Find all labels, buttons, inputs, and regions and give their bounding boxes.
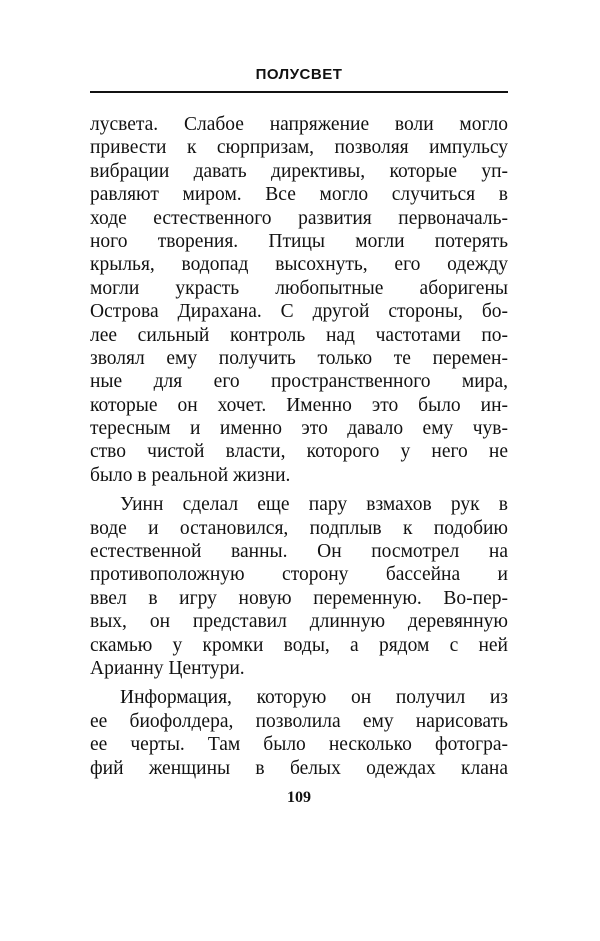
text-line: Арианну Центури.: [90, 657, 245, 679]
text-line: которые он хочет. Именно это было ин-: [90, 394, 508, 416]
text-line: фий женщины в белых одеждах клана: [90, 757, 508, 779]
paragraph-2: [90, 493, 508, 680]
paragraph-3: [90, 686, 508, 780]
text-line: лее сильный контроль над частотами по-: [90, 324, 508, 346]
text-line: ные для его пространственного мира,: [90, 371, 508, 393]
text-line: могли украсть любопытные аборигены: [90, 277, 508, 299]
text-line: было в реальной жизни.: [90, 464, 291, 486]
page-number: 109: [287, 789, 311, 806]
text-line: лусвета. Слабое напряжение воли могло: [90, 114, 508, 135]
text-line: воде и остановился, подплыв к подобию: [90, 517, 508, 539]
text-line: ввел в игру новую переменную. Во-пер-: [90, 587, 508, 609]
text-line: естественной ванны. Он посмотрел на: [90, 541, 508, 563]
running-title: ПОЛУСВЕТ: [255, 66, 343, 83]
text-line: ее черты. Там было несколько фотогра-: [90, 734, 508, 756]
text-line: равляют миром. Все могло случиться в: [90, 184, 508, 206]
text-line: крылья, водопад высохнуть, его одежду: [90, 254, 508, 276]
text-line: тересным и именно это давало ему чув-: [90, 418, 508, 440]
text-line: привести к сюрпризам, позволяя импульсу: [90, 137, 508, 159]
text-line: Информация, которую он получил из: [120, 687, 508, 709]
text-line: Острова Дирахана. С другой стороны, бо-: [90, 301, 508, 323]
body-text: [90, 113, 508, 780]
text-line: скамью у кромки воды, а рядом с ней: [90, 634, 508, 656]
text-line: ного творения. Птицы могли потерять: [90, 230, 508, 252]
header-rule: [90, 91, 508, 93]
text-line: Уинн сделал еще пару взмахов рук в: [120, 494, 508, 516]
text-line: ходе естественного развития первоначаль-: [90, 207, 508, 229]
text-line: ее биофолдера, позволила ему нарисовать: [90, 710, 508, 732]
text-line: зволял ему получить только те перемен-: [90, 347, 508, 369]
text-line: вибрации давать директивы, которые уп-: [90, 160, 508, 182]
paragraph-1: [90, 113, 508, 487]
text-line: ство чистой власти, которого у него не: [90, 441, 508, 463]
text-line: вых, он представил длинную деревянную: [90, 611, 508, 633]
text-line: противоположную сторону бассейна и: [90, 564, 508, 586]
